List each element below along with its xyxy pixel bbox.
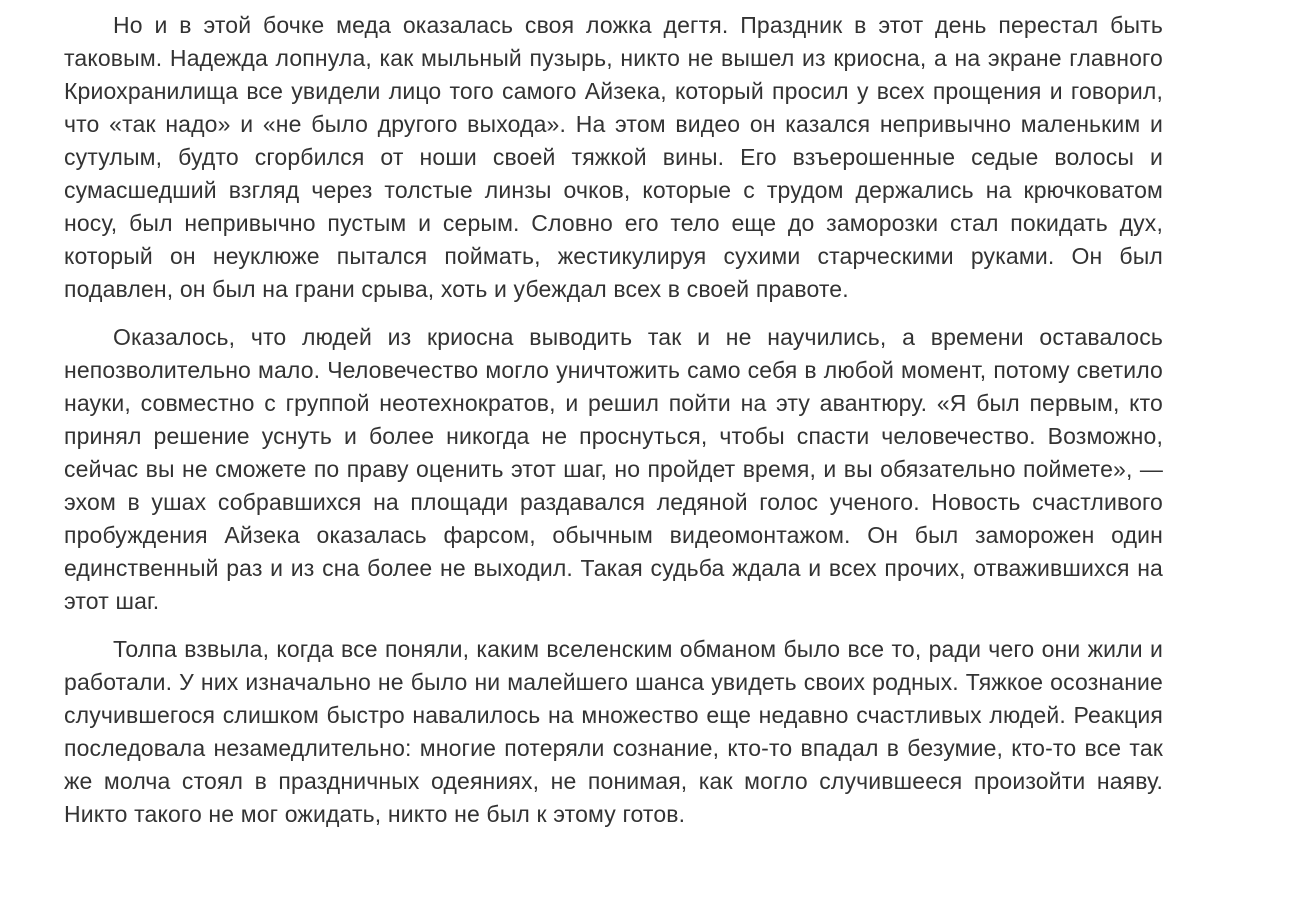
paragraph-2: Оказалось, что людей из криосна выводить так и не научились, а времени оставалось непозволительно мало. Человечество могло уничтожить само себя в любой момент, потому светило науки, совместно с группой неотехнократов, и решил пойти на эту авантюру. «Я был первым, кто принял решение уснуть и более никогда не проснуться, чтобы спасти человечество. Возможно, сейчас вы не сможете по праву оценить этот шаг, но пройдет время, и вы обязательно поймете», — эхом в ушах собравшихся на площади раздавался ледяной голос ученого. Новость счастливого пробуждения Айзека оказалась фарсом, обычным видеомонтажом. Он был заморожен один единственный раз и из сна более не выходил. Такая судьба ждала и всех прочих, отважившихся на этот шаг. [64, 324, 1163, 614]
paragraph-1: Но и в этой бочке меда оказалась своя ложка дегтя. Праздник в этот день перестал быть таковым. Надежда лопнула, как мыльный пузырь, никто не вышел из криосна, а на экране главного Криохранилища все увидели лицо того самого Айзека, который просил у всех прощения и говорил, что «так надо» и «не было другого выхода». На этом видео он казался непривычно маленьким и сутулым, будто сгорбился от ноши своей тяжкой вины. Его взъерошенные седые волосы и сумасшедший взгляд через толстые линзы очков, которые с трудом держались на крючковатом носу, был непривычно пустым и серым. Словно его тело еще до заморозки стал покидать дух, который он неуклюже пытался поймать, жестикулируя сухими старческими руками. Он был подавлен, он был на грани срыва, хоть и убеждал всех в своей правоте. [64, 12, 1163, 302]
article-body [64, 9, 1163, 846]
paragraph-3: Толпа взвыла, когда все поняли, каким вселенским обманом было все то, ради чего они жили и работали. У них изначально не было ни малейшего шанса увидеть своих родных. Тяжкое осознание случившегося слишком быстро навалилось на множество еще недавно счастливых людей. Реакция последовала незамедлительно: многие потеряли сознание, кто-то впадал в безумие, кто-то все так же молча стоял в праздничных одеяниях, не понимая, как могло случившееся произойти наяву. Никто такого не мог ожидать, никто не был к этому готов. [64, 636, 1163, 827]
